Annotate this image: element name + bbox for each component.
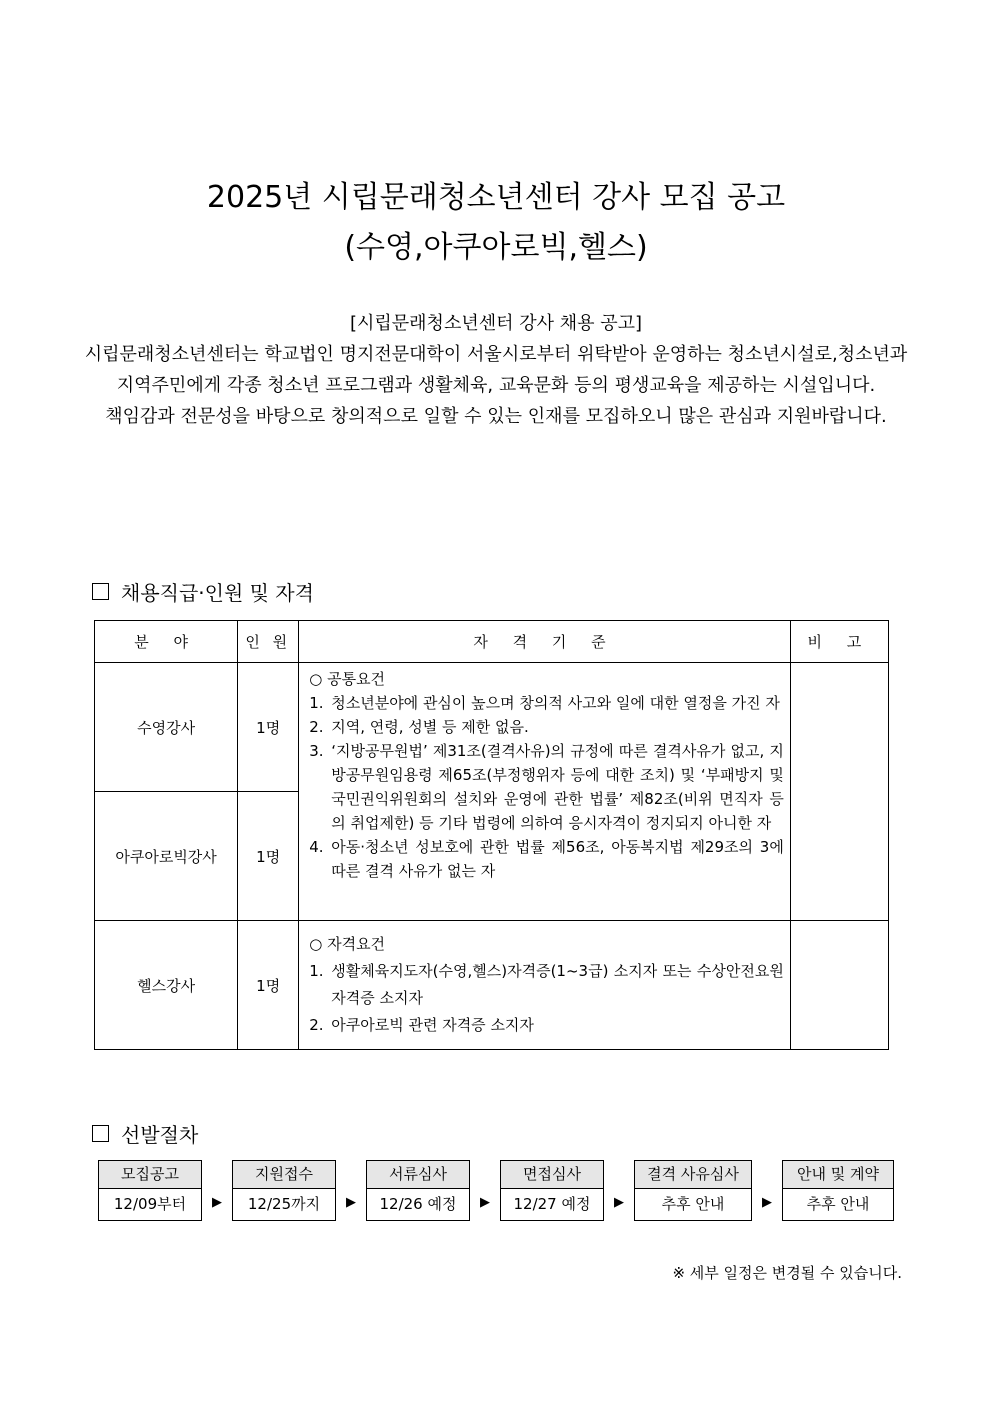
field-cell: 아쿠아로빅강사: [95, 792, 238, 921]
item-number: 1.: [309, 962, 324, 980]
step-box: [366, 1160, 470, 1221]
list-item: [309, 835, 784, 883]
step-date: 12/27 예정: [513, 1195, 591, 1213]
count-cell: 1명: [238, 792, 299, 921]
intro-paragraph-2: 책임감과 전문성을 바탕으로 창의적으로 일할 수 있는 인재를 모집하오니 많은 관심과 지원바랍니다.: [105, 406, 887, 427]
item-number: 2.: [309, 1016, 324, 1034]
item-text: 생활체육지도자(수영,헬스)자격증(1~3급) 소지자 또는 수상안전요원 자격증 소지자: [331, 962, 784, 1007]
item-number: 1.: [309, 694, 324, 712]
arrow-right-icon: ▶: [480, 1195, 490, 1210]
header-field: 분 야: [95, 621, 238, 663]
item-text: ‘지방공무원법’ 제31조(결격사유)의 규정에 따른 결격사유가 없고, 지방공무원임용령 제65조(부정행위자 등에 대한 조치) 및 ‘부패방지 및 국민권익위원회의 설치와 운영에 관한 법률’ 제82조(비위 면직자 등의 취업제한) 등 기타 법령에 의하여 응시자격이 정지되지 아니한 자: [331, 742, 784, 832]
item-text: 청소년분야에 관심이 높으며 창의적 사고와 일에 대한 열정을 가진 자: [331, 694, 780, 712]
step-box: [634, 1160, 752, 1221]
arrow-right-icon: ▶: [762, 1195, 772, 1210]
item-text: 아쿠아로빅 관련 자격증 소지자: [331, 1016, 534, 1034]
step-date: 12/25까지: [247, 1195, 321, 1213]
qualification-criteria: [299, 921, 790, 1043]
intro-paragraph-1: 시립문래청소년센터는 학교법인 명지전문대학이 서울시로부터 위탁받아 운영하는 청소년시설로,청소년과 지역주민에게 각종 청소년 프로그램과 생활체육, 교육문화 등의 평생교육을 제공하는 시설입니다.: [84, 344, 908, 396]
arrow-right-icon: ▶: [212, 1195, 222, 1210]
common-criteria: [299, 663, 790, 887]
step-date: 추후 안내: [806, 1195, 870, 1213]
list-item: [309, 958, 784, 1012]
list-item: [309, 739, 784, 835]
header-criteria: 자 격 기 준: [299, 621, 791, 663]
step-label: 면접심사: [501, 1161, 603, 1189]
item-number: 2.: [309, 718, 324, 736]
list-item: [309, 691, 784, 715]
section-heading-text: 선발절차: [121, 1123, 199, 1147]
qualification-table: [94, 620, 889, 1050]
item-text: 지역, 연령, 성별 등 제한 없음.: [331, 718, 529, 736]
step-label: 안내 및 계약: [783, 1161, 893, 1189]
common-criteria-cell: [299, 663, 791, 921]
field-cell: 헬스강사: [95, 921, 238, 1050]
page-title: 2025년 시립문래청소년센터 강사 모집 공고: [206, 180, 786, 215]
section-heading-text: 채용직급·인원 및 자격: [121, 581, 314, 605]
schedule-footnote: ※ 세부 일정은 변경될 수 있습니다.: [672, 1264, 902, 1282]
qualification-criteria-cell: [299, 921, 791, 1050]
note-cell: [790, 663, 888, 921]
table-row: [95, 921, 889, 1050]
step-box: [232, 1160, 336, 1221]
item-number: 4.: [309, 838, 324, 856]
step-label: 지원접수: [233, 1161, 335, 1189]
step-box: [500, 1160, 604, 1221]
list-item: [309, 1012, 784, 1039]
step-label: 서류심사: [367, 1161, 469, 1189]
checkbox-icon: [92, 583, 109, 600]
section-heading-selection: [92, 1119, 198, 1148]
count-cell: 1명: [238, 663, 299, 792]
step-box: [98, 1160, 202, 1221]
step-label: 모집공고: [99, 1161, 201, 1189]
table-row: [95, 663, 889, 792]
section-heading-qualifications: [92, 577, 314, 606]
table-header-row: [95, 621, 889, 663]
list-item: [309, 715, 784, 739]
note-cell: [790, 921, 888, 1050]
item-text: 아동·청소년 성보호에 관한 법률 제56조, 아동복지법 제29조의 3에 따른 결격 사유가 없는 자: [331, 838, 784, 880]
arrow-right-icon: ▶: [614, 1195, 624, 1210]
header-note: 비 고: [790, 621, 888, 663]
step-date: 12/26 예정: [379, 1195, 457, 1213]
count-cell: 1명: [238, 921, 299, 1050]
step-date: 추후 안내: [661, 1195, 725, 1213]
checkbox-icon: [92, 1125, 109, 1142]
item-number: 3.: [309, 742, 324, 760]
intro-body: [80, 339, 912, 432]
step-box: [782, 1160, 894, 1221]
header-count: 인 원: [238, 621, 299, 663]
page-subtitle: (수영,아쿠아로빅,헬스): [344, 230, 648, 265]
qualification-title: ○ 자격요건: [309, 935, 386, 953]
step-date: 12/09부터: [113, 1195, 187, 1213]
selection-steps: [98, 1160, 894, 1221]
field-cell: 수영강사: [95, 663, 238, 792]
common-title: ○ 공통요건: [309, 670, 386, 688]
intro-heading: [시립문래청소년센터 강사 채용 공고]: [349, 313, 643, 334]
step-label: 결격 사유심사: [635, 1161, 751, 1189]
arrow-right-icon: ▶: [346, 1195, 356, 1210]
